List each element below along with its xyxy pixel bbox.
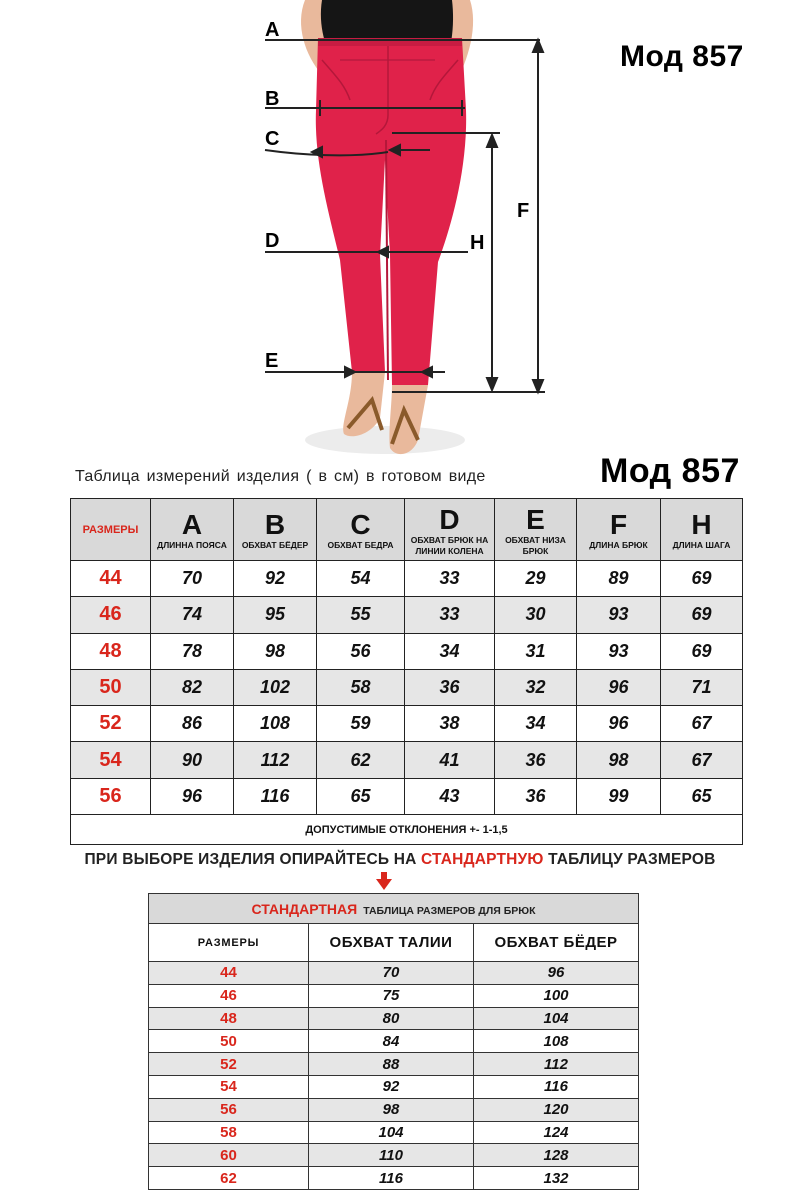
tolerance-row bbox=[71, 815, 743, 845]
value-cell: 99 bbox=[577, 778, 661, 814]
standard-table-header-row bbox=[149, 924, 639, 962]
value-cell: 70 bbox=[151, 561, 234, 597]
table-row bbox=[149, 1075, 639, 1098]
hips-cell: 132 bbox=[474, 1167, 639, 1190]
size-cell: 52 bbox=[149, 1053, 309, 1076]
table-row bbox=[71, 633, 743, 669]
size-cell: 46 bbox=[71, 597, 151, 633]
column-header: C ОБХВАТ БЕДРА bbox=[317, 499, 405, 561]
standard-table-title-row bbox=[149, 894, 639, 924]
table-row bbox=[71, 561, 743, 597]
sizes-header: РАЗМЕРЫ bbox=[71, 499, 151, 561]
letter-b: B bbox=[265, 88, 280, 110]
value-cell: 98 bbox=[234, 633, 317, 669]
value-cell: 34 bbox=[495, 706, 577, 742]
pants-measurement-figure bbox=[0, 0, 800, 465]
waist-cell: 84 bbox=[309, 1030, 474, 1053]
value-cell: 89 bbox=[577, 561, 661, 597]
value-cell: 82 bbox=[151, 669, 234, 705]
value-cell: 78 bbox=[151, 633, 234, 669]
value-cell: 90 bbox=[151, 742, 234, 778]
value-cell: 96 bbox=[577, 669, 661, 705]
value-cell: 32 bbox=[495, 669, 577, 705]
column-header: D ОБХВАТ БРЮК НА ЛИНИИ КОЛЕНА bbox=[405, 499, 495, 561]
hips-cell: 128 bbox=[474, 1144, 639, 1167]
table-caption: Таблица измерений изделия ( в см) в готовом виде bbox=[75, 468, 486, 485]
letter-c: C bbox=[265, 128, 280, 150]
column-header: E ОБХВАТ НИЗА БРЮК bbox=[495, 499, 577, 561]
table-row bbox=[149, 984, 639, 1007]
value-cell: 34 bbox=[405, 633, 495, 669]
value-cell: 93 bbox=[577, 633, 661, 669]
size-cell: 48 bbox=[71, 633, 151, 669]
letter-e: E bbox=[265, 350, 279, 372]
value-cell: 36 bbox=[495, 742, 577, 778]
letter-f: F bbox=[517, 200, 530, 222]
value-cell: 41 bbox=[405, 742, 495, 778]
table-row bbox=[149, 1098, 639, 1121]
value-cell: 95 bbox=[234, 597, 317, 633]
waist-cell: 80 bbox=[309, 1007, 474, 1030]
value-cell: 55 bbox=[317, 597, 405, 633]
table-row bbox=[71, 669, 743, 705]
size-cell: 54 bbox=[149, 1075, 309, 1098]
letter-d: D bbox=[265, 230, 280, 252]
waist-cell: 104 bbox=[309, 1121, 474, 1144]
value-cell: 67 bbox=[661, 706, 743, 742]
value-cell: 31 bbox=[495, 633, 577, 669]
value-cell: 36 bbox=[495, 778, 577, 814]
hips-cell: 124 bbox=[474, 1121, 639, 1144]
size-cell: 46 bbox=[149, 984, 309, 1007]
value-cell: 116 bbox=[234, 778, 317, 814]
value-cell: 96 bbox=[577, 706, 661, 742]
hips-header: ОБХВАТ БЁДЕР bbox=[474, 924, 639, 962]
waist-cell: 75 bbox=[309, 984, 474, 1007]
hips-cell: 108 bbox=[474, 1030, 639, 1053]
size-cell: 56 bbox=[149, 1098, 309, 1121]
table-row bbox=[149, 1030, 639, 1053]
size-cell: 50 bbox=[71, 669, 151, 705]
waist-cell: 88 bbox=[309, 1053, 474, 1076]
size-cell: 62 bbox=[149, 1167, 309, 1190]
measurement-table-body bbox=[71, 561, 743, 815]
size-cell: 58 bbox=[149, 1121, 309, 1144]
standard-table-body bbox=[149, 962, 639, 1190]
value-cell: 96 bbox=[151, 778, 234, 814]
value-cell: 102 bbox=[234, 669, 317, 705]
value-cell: 29 bbox=[495, 561, 577, 597]
hips-cell: 104 bbox=[474, 1007, 639, 1030]
table-row bbox=[149, 1007, 639, 1030]
hips-cell: 112 bbox=[474, 1053, 639, 1076]
table-row bbox=[149, 962, 639, 985]
value-cell: 112 bbox=[234, 742, 317, 778]
value-cell: 86 bbox=[151, 706, 234, 742]
size-cell: 52 bbox=[71, 706, 151, 742]
table-row bbox=[71, 706, 743, 742]
value-cell: 38 bbox=[405, 706, 495, 742]
value-cell: 33 bbox=[405, 561, 495, 597]
letter-a: A bbox=[265, 19, 280, 41]
size-cell: 50 bbox=[149, 1030, 309, 1053]
hips-cell: 100 bbox=[474, 984, 639, 1007]
standard-size-table bbox=[148, 893, 639, 1190]
hips-cell: 116 bbox=[474, 1075, 639, 1098]
table-row bbox=[149, 1053, 639, 1076]
value-cell: 36 bbox=[405, 669, 495, 705]
size-cell: 60 bbox=[149, 1144, 309, 1167]
value-cell: 69 bbox=[661, 633, 743, 669]
waist-cell: 70 bbox=[309, 962, 474, 985]
table-row bbox=[149, 1167, 639, 1190]
value-cell: 67 bbox=[661, 742, 743, 778]
value-cell: 74 bbox=[151, 597, 234, 633]
waist-cell: 116 bbox=[309, 1167, 474, 1190]
value-cell: 71 bbox=[661, 669, 743, 705]
value-cell: 33 bbox=[405, 597, 495, 633]
model-title-secondary: Мод 857 bbox=[600, 452, 740, 490]
value-cell: 58 bbox=[317, 669, 405, 705]
measurement-table bbox=[70, 498, 743, 845]
tolerance-note: ДОПУСТИМЫЕ ОТКЛОНЕНИЯ +- 1-1,5 bbox=[71, 815, 743, 845]
letter-h: H bbox=[470, 232, 485, 254]
size-cell: 44 bbox=[71, 561, 151, 597]
hips-cell: 96 bbox=[474, 962, 639, 985]
value-cell: 69 bbox=[661, 597, 743, 633]
value-cell: 56 bbox=[317, 633, 405, 669]
value-cell: 30 bbox=[495, 597, 577, 633]
waist-header: ОБХВАТ ТАЛИИ bbox=[309, 924, 474, 962]
value-cell: 62 bbox=[317, 742, 405, 778]
value-cell: 98 bbox=[577, 742, 661, 778]
value-cell: 65 bbox=[661, 778, 743, 814]
table-row bbox=[149, 1144, 639, 1167]
waist-cell: 110 bbox=[309, 1144, 474, 1167]
measurement-header-row bbox=[71, 499, 743, 561]
value-cell: 69 bbox=[661, 561, 743, 597]
standard-table-title: СТАНДАРТНАЯ ТАБЛИЦА РАЗМЕРОВ ДЛЯ БРЮК bbox=[149, 894, 639, 924]
column-header: B ОБХВАТ БЁДЕР bbox=[234, 499, 317, 561]
standard-sizes-header: РАЗМЕРЫ bbox=[149, 924, 309, 962]
size-cell: 44 bbox=[149, 962, 309, 985]
hips-cell: 120 bbox=[474, 1098, 639, 1121]
table-row bbox=[71, 597, 743, 633]
model-title: Мод 857 bbox=[620, 40, 744, 73]
column-header: H ДЛИНА ШАГА bbox=[661, 499, 743, 561]
value-cell: 65 bbox=[317, 778, 405, 814]
arrow-down-icon bbox=[376, 872, 392, 890]
table-row bbox=[149, 1121, 639, 1144]
value-cell: 54 bbox=[317, 561, 405, 597]
value-cell: 43 bbox=[405, 778, 495, 814]
waist-cell: 98 bbox=[309, 1098, 474, 1121]
size-cell: 48 bbox=[149, 1007, 309, 1030]
value-cell: 93 bbox=[577, 597, 661, 633]
value-cell: 92 bbox=[234, 561, 317, 597]
advice-text: ПРИ ВЫБОРЕ ИЗДЕЛИЯ ОПИРАЙТЕСЬ НА СТАНДАРТНУЮ ТАБЛИЦУ РАЗМЕРОВ bbox=[84, 851, 716, 868]
value-cell: 108 bbox=[234, 706, 317, 742]
size-cell: 54 bbox=[71, 742, 151, 778]
column-header: F ДЛИНА БРЮК bbox=[577, 499, 661, 561]
value-cell: 59 bbox=[317, 706, 405, 742]
waist-cell: 92 bbox=[309, 1075, 474, 1098]
table-row bbox=[71, 742, 743, 778]
table-row bbox=[71, 778, 743, 814]
size-cell: 56 bbox=[71, 778, 151, 814]
column-header: A ДЛИННА ПОЯСА bbox=[151, 499, 234, 561]
